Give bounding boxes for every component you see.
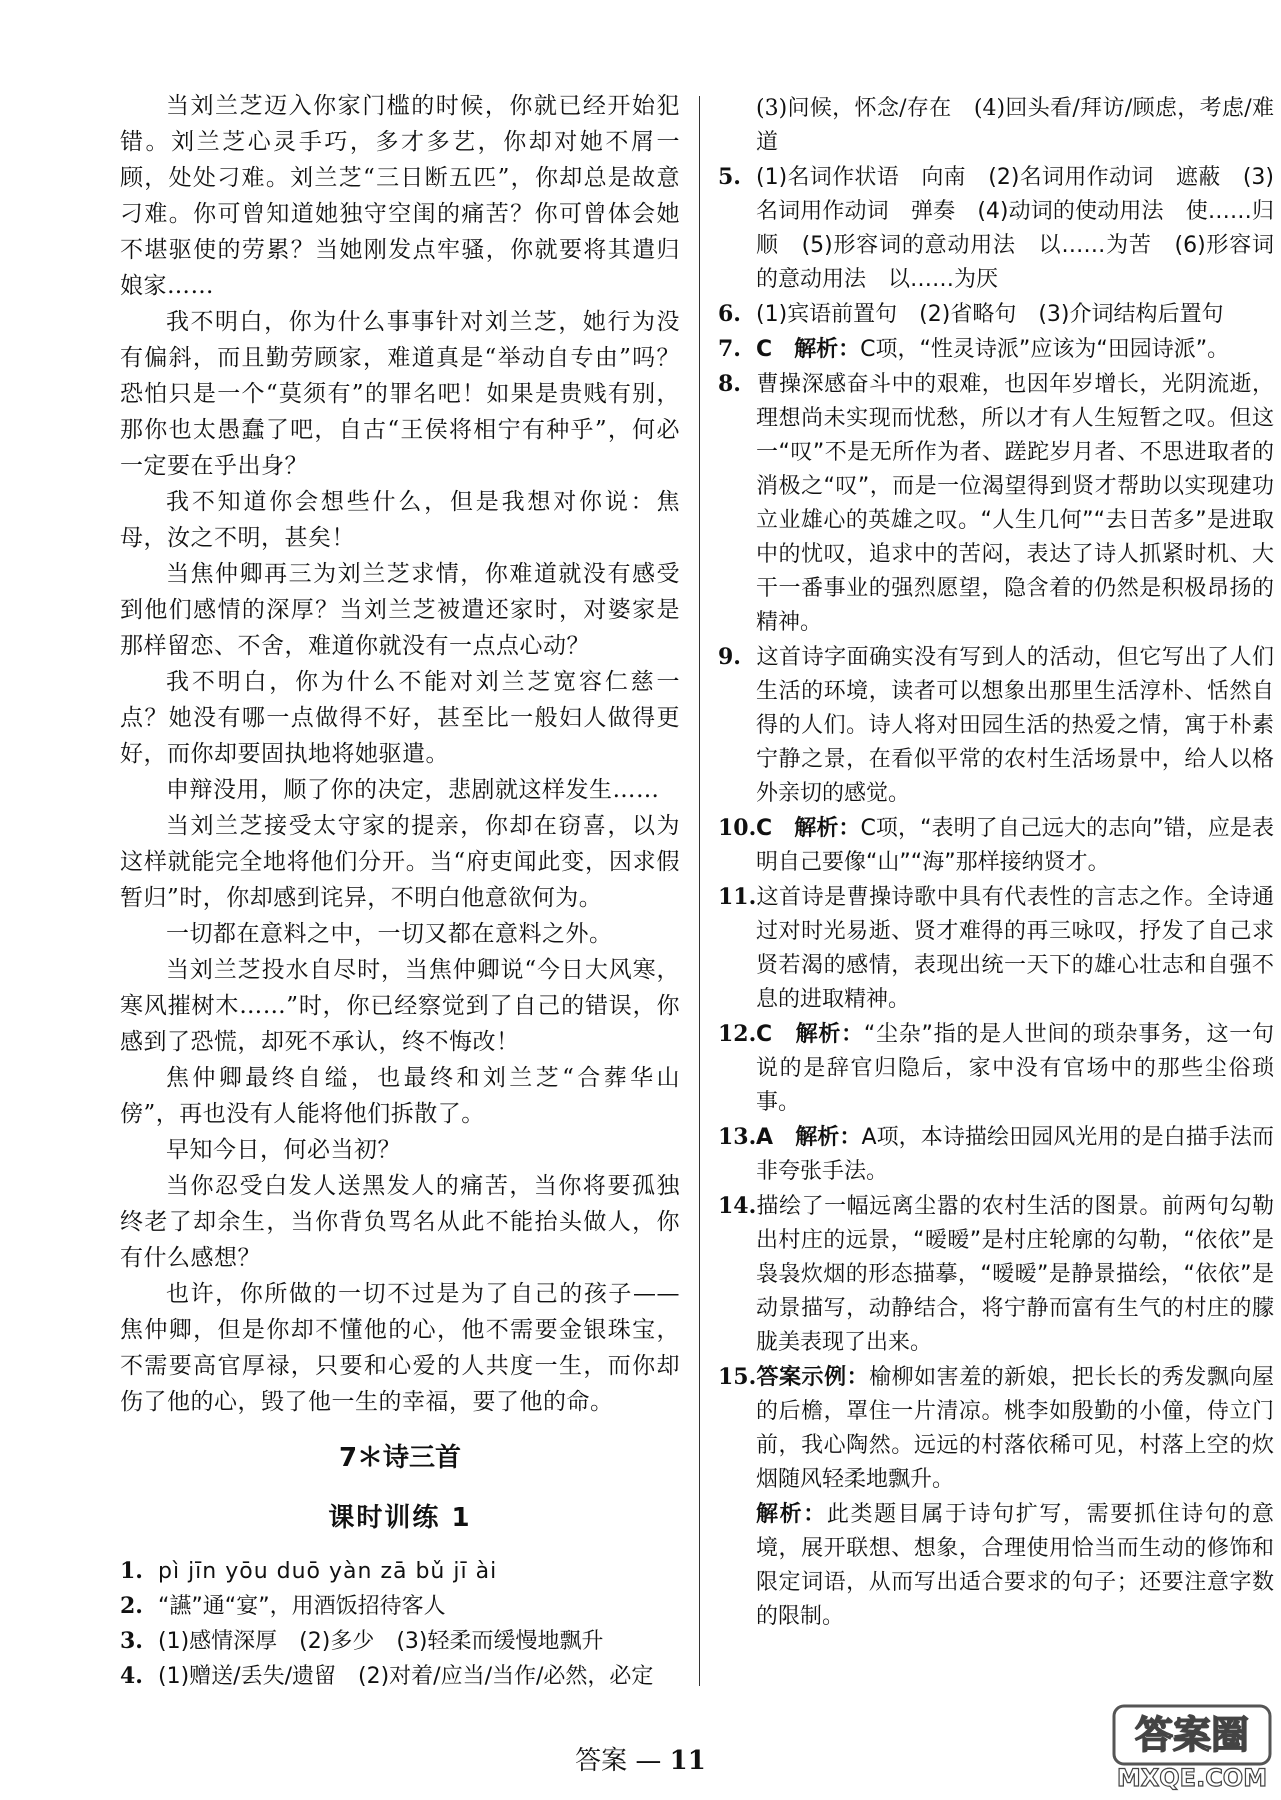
page-footer bbox=[0, 1740, 1281, 1777]
answer-item bbox=[718, 640, 1274, 811]
answer-text: “尘杂”指的是人世间的琐杂事务，这一句说的是辞官归隐后，家中没有官场中的那些尘俗琐事。 bbox=[756, 1022, 1274, 1115]
answer-item bbox=[718, 811, 1274, 880]
answer-number: 11. bbox=[718, 884, 757, 910]
essay-paragraph: 我不明白，你为什么事事针对刘兰芝，她行为没有偏斜，而且勤劳顾家，难道真是“举动自专由”吗？恐怕只是一个“莫须有”的罪名吧！如果是贵贱有别，那你也太愚蠢了吧，自古“王侯将相宁有种乎”，何必一定要在乎出身？ bbox=[120, 309, 680, 479]
answer-text: A项，本诗描绘田园风光用的是白描手法而非夸张手法。 bbox=[756, 1125, 1274, 1184]
essay-paragraph: 当你忍受白发人送黑发人的痛苦，当你将要孤独终老了却余生，当你背负骂名从此不能抬头做人，你有什么感想？ bbox=[120, 1173, 680, 1271]
answer-number: 7. bbox=[718, 336, 741, 362]
answer-text: C项，“性灵诗派”应该为“田园诗派”。 bbox=[860, 337, 1230, 362]
answer-item bbox=[120, 1624, 680, 1659]
answer-text: (3)问候，怀念/存在 (4)回头看/拜访/顾虑，考虑/难道 bbox=[756, 96, 1274, 155]
answer-item bbox=[120, 1589, 680, 1624]
answer-label: A 解析： bbox=[756, 1125, 862, 1150]
answer-text: 这首诗字面确实没有写到人的活动，但它写出了人们生活的环境，读者可以想象出那里生活淳朴、恬然自得的人们。诗人将对田园生活的热爱之情，寓于朴素宁静之景，在看似平常的农村生活场景中，给人以格外亲切的感觉。 bbox=[756, 645, 1274, 806]
essay-paragraph: 当刘兰芝接受太守家的提亲，你却在窃喜，以为这样就能完全地将他们分开。当“府吏闻此变，因求假暂归”时，你却感到诧异，不明白他意欲何为。 bbox=[120, 813, 680, 911]
essay-paragraph: 我不知道你会想些什么，但是我想对你说：焦母，汝之不明，甚矣！ bbox=[120, 489, 680, 551]
answer-label: C 解析： bbox=[756, 337, 861, 362]
essay-paragraph: 当刘兰芝投水自尽时，当焦仲卿说“今日大风寒，寒风摧树木……”时，你已经察觉到了自己的错误，你感到了恐慌，却死不承认，终不悔改！ bbox=[120, 957, 680, 1055]
subsection-title: 课时训练 1 bbox=[328, 1503, 472, 1533]
answer-text: (1)感情深厚 (2)多少 (3)轻柔而缓慢地飘升 bbox=[158, 1629, 604, 1654]
answer-text: pì jīn yōu duō yàn zā bǔ jī ài bbox=[158, 1559, 498, 1584]
answer-text: (1)名词作状语 向南 (2)名词用作动词 遮蔽 (3)名词用作动词 弹奏 (4)动词的使动用法 使……归顺 (5)形容词的意动用法 以……为苦 (6)形容词的意动用法 以……为厌 bbox=[756, 165, 1274, 292]
footer-label: 答案 — bbox=[575, 1746, 662, 1776]
column-divider bbox=[699, 96, 700, 1686]
answer-item bbox=[718, 160, 1274, 297]
answer-text: 曹操深感奋斗中的艰难，也因年岁增长，光阴流逝，理想尚未实现而忧愁，所以才有人生短暂之叹。但这一“叹”不是无所作为者、蹉跎岁月者、不思进取者的消极之“叹”，而是一位渴望得到贤才帮助以实现建功立业雄心的英雄之叹。“人生几何”“去日苦多”是进取中的忧叹，追求中的苦闷，表达了诗人抓紧时机、大干一番事业的强烈愿望，隐含着的仍然是积极昂扬的精神。 bbox=[756, 372, 1274, 635]
answer-item bbox=[120, 1554, 680, 1589]
answer-item bbox=[120, 1659, 680, 1694]
answer-text: 榆柳如害羞的新娘，把长长的秀发飘向屋的后檐，罩住一片清凉。桃李如殷勤的小僮，侍立门前，我心陶然。远远的村落依稀可见，村落上空的炊烟随风轻柔地飘升。 bbox=[756, 1365, 1274, 1492]
answer-item bbox=[718, 1497, 1274, 1634]
answer-number: 2. bbox=[120, 1593, 143, 1619]
watermark-top: 答案圈 bbox=[1134, 1713, 1250, 1757]
answer-number: 14. bbox=[718, 1193, 757, 1219]
section-title: 7＊诗三首 bbox=[338, 1443, 462, 1473]
answer-item bbox=[718, 1017, 1274, 1120]
answer-text: 此类题目属于诗句扩写，需要抓住诗句的意境，展开联想、想象，合理使用恰当而生动的修饰和限定词语，从而写出适合要求的句子；还要注意字数的限制。 bbox=[756, 1502, 1274, 1629]
right-column bbox=[718, 92, 1274, 1634]
answer-item bbox=[718, 1360, 1274, 1497]
answer-number: 12. bbox=[718, 1021, 757, 1047]
essay-paragraph: 当焦仲卿再三为刘兰芝求情，你难道就没有感受到他们感情的深厚？当刘兰芝被遣还家时，对婆家是那样留恋、不舍，难道你就没有一点点心动？ bbox=[120, 561, 680, 659]
answer-item bbox=[718, 367, 1274, 640]
answer-item bbox=[718, 1189, 1274, 1360]
essay-paragraph: 焦仲卿最终自缢，也最终和刘兰芝“合葬华山傍”，再也没有人能将他们拆散了。 bbox=[120, 1065, 680, 1127]
answer-text: (1)赠送/丢失/遗留 (2)对着/应当/当作/必然，必定 bbox=[158, 1664, 654, 1689]
answer-number: 3. bbox=[120, 1628, 143, 1654]
essay-paragraph: 一切都在意料之中，一切又都在意料之外。 bbox=[166, 921, 613, 947]
essay-paragraph: 我不明白，你为什么不能对刘兰芝宽容仁慈一点？她没有哪一点做得不好，甚至比一般妇人做得更好，而你却要固执地将她驱遣。 bbox=[120, 669, 680, 767]
answer-text: (1)宾语前置句 (2)省略句 (3)介词结构后置句 bbox=[756, 302, 1224, 327]
answer-label: C 解析： bbox=[756, 1022, 864, 1047]
essay-paragraph: 早知今日，何必当初？ bbox=[166, 1137, 401, 1163]
answer-item bbox=[718, 297, 1274, 332]
answer-number: 8. bbox=[718, 371, 741, 397]
answer-label: 答案示例： bbox=[756, 1365, 870, 1390]
answer-text: C项，“表明了自己远大的志向”错，应是表明自己要像“山”“海”那样接纳贤才。 bbox=[756, 816, 1274, 875]
answer-number: 6. bbox=[718, 301, 741, 327]
answer-number: 4. bbox=[120, 1663, 143, 1689]
answer-number: 1. bbox=[120, 1558, 143, 1584]
page-number: 11 bbox=[669, 1746, 706, 1776]
answer-label: C 解析： bbox=[756, 816, 861, 841]
answer-list-right bbox=[718, 92, 1274, 1634]
answer-number: 9. bbox=[718, 644, 741, 670]
essay-paragraph: 当刘兰芝迈入你家门槛的时候，你就已经开始犯错。刘兰芝心灵手巧，多才多艺，你却对她不屑一顾，处处刁难。刘兰芝“三日断五匹”，你却总是故意刁难。你可曾知道她独守空闺的痛苦？你可曾体会她不堪驱使的劳累？当她刚发点牢骚，你就要将其遣归娘家…… bbox=[120, 93, 680, 299]
answer-number: 5. bbox=[718, 164, 741, 190]
answer-number: 13. bbox=[718, 1124, 757, 1150]
essay-paragraph: 也许，你所做的一切不过是为了自己的孩子——焦仲卿，但是你却不懂他的心，他不需要金银珠宝，不需要高官厚禄，只要和心爱的人共度一生，而你却伤了他的心，毁了他一生的幸福，要了他的命。 bbox=[120, 1281, 680, 1415]
answer-item bbox=[718, 332, 1274, 367]
answer-number: 10. bbox=[718, 815, 757, 841]
answer-item bbox=[718, 1120, 1274, 1189]
answer-label: 解析： bbox=[756, 1501, 827, 1527]
answer-number: 15. bbox=[718, 1364, 757, 1390]
answer-text: “讌”通“宴”，用酒饭招待客人 bbox=[158, 1594, 446, 1619]
answer-item bbox=[718, 880, 1274, 1017]
essay-paragraphs bbox=[120, 88, 680, 1420]
answer-text: 描绘了一幅远离尘嚣的农村生活的图景。前两句勾勒出村庄的远景，“暧暧”是村庄轮廓的勾勒，“依依”是袅袅炊烟的形态描摹，“暧暧”是静景描绘，“依依”是动景描写，动静结合，将宁静而富有生气的村庄的朦胧美表现了出来。 bbox=[756, 1194, 1274, 1355]
left-column bbox=[120, 88, 680, 1694]
answer-list-left bbox=[120, 1554, 680, 1694]
essay-paragraph: 申辩没用，顺了你的决定，悲剧就这样发生…… bbox=[166, 777, 660, 803]
watermark-logo bbox=[1110, 1700, 1275, 1792]
answer-text: 这首诗是曹操诗歌中具有代表性的言志之作。全诗通过对时光易逝、贤才难得的再三咏叹，抒发了自己求贤若渴的感情，表现出统一天下的雄心壮志和自强不息的进取精神。 bbox=[756, 885, 1274, 1012]
answer-item bbox=[718, 92, 1274, 160]
watermark-bottom: MXQE.COM bbox=[1116, 1764, 1268, 1792]
